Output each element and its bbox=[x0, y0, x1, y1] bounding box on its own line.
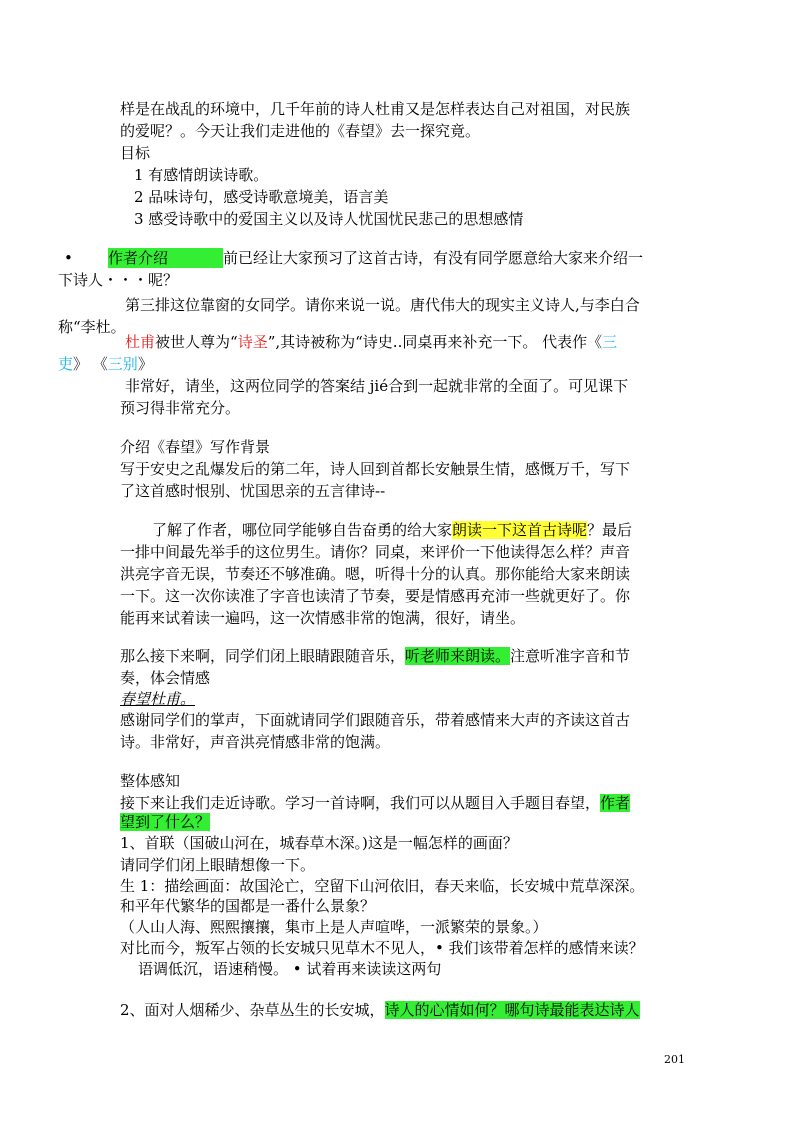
text-line bbox=[125, 332, 617, 352]
text-line bbox=[152, 520, 632, 540]
text-span: ？最后 bbox=[587, 521, 633, 539]
text-line: 洪亮字音无误，节奏还不够准确。嗯，听得十分的认真。那你能给大家来朗读 bbox=[120, 565, 631, 583]
text-span: 接下来让我们走近诗歌。学习一首诗啊，我们可以从题目入手题目春望， bbox=[120, 794, 601, 812]
goal-item: 3 感受诗歌中的爱国主义以及诗人忧国忧民悲己的思想感情 bbox=[134, 210, 524, 228]
teacher-reading-highlight: 听老师来朗读。 bbox=[405, 647, 511, 665]
text-line: 生 1：描绘画面：故国沦亡，空留下山河依旧，春天来临，长安城中荒草深深。 bbox=[120, 877, 645, 895]
read-aloud-highlight: 朗读一下这首古诗呢 bbox=[452, 521, 588, 539]
text-line bbox=[108, 248, 643, 268]
text-line: 非常好，请坐，这两位同学的答案结 jié合到一起就非常的全面了。可见课下 bbox=[125, 377, 629, 395]
text-line: 下诗人・・・呢？ bbox=[58, 271, 179, 289]
text-line: 第三排这位靠窗的女同学。请你来说一说。唐代伟大的现实主义诗人,与李白合 bbox=[125, 296, 640, 314]
question-highlight: 望到了什么？ bbox=[120, 813, 211, 831]
cyan-text: 三别 bbox=[107, 355, 138, 373]
text-line: 诗。非常好，声音洪亮情感非常的饱满。 bbox=[120, 733, 391, 751]
text-span: 那么接下来啊，同学们闭上眼睛跟随音乐， bbox=[120, 647, 406, 665]
text-line: 一下。这一次你读准了字音也读清了节奏，要是情感再充沛一些就更好了。你 bbox=[120, 587, 631, 605]
red-text: 诗圣 bbox=[237, 333, 268, 351]
text-line bbox=[120, 793, 630, 813]
text-line: 和平年代繁华的国都是一番什么景象？ bbox=[120, 897, 376, 915]
text-line: 对比而今，叛军占领的长安城只见草木不见人，• 我们该带着怎样的感情来读？ bbox=[120, 939, 644, 957]
bullet: • bbox=[64, 249, 73, 267]
text-span: 2、面对人烟稀少、杂草丛生的长安城， bbox=[120, 1001, 385, 1019]
text-line: 能再来试着读一遍吗，这一次情感非常的饱满，很好，请坐。 bbox=[120, 609, 526, 627]
text-span: 前已经让大家预习了这首古诗，有没有同学愿意给大家来介绍一 bbox=[223, 249, 644, 267]
text-line: 一排中间最先举手的这位男生。请你？同桌，来评价一下他读得怎么样？声音 bbox=[120, 543, 631, 561]
text-span: 被世人尊为“ bbox=[155, 333, 238, 351]
text-line bbox=[58, 354, 153, 374]
text-line: 感谢同学们的掌声，下面就请同学们跟随音乐，带着感情来大声的齐读这首古 bbox=[120, 711, 631, 729]
poem-title: 春望杜甫。 bbox=[120, 690, 196, 708]
text-span: 》 《 bbox=[73, 355, 108, 373]
text-line: 了这首感时恨别、忧国思亲的五言律诗-- bbox=[120, 482, 386, 500]
text-span: ”,其诗被称为“诗史..同桌再来补充一下。 代表作《 bbox=[267, 333, 603, 351]
text-line: 写于安史之乱爆发后的第二年，诗人回到首都长安触景生情，感慨万千，写下 bbox=[120, 460, 631, 478]
text-line: 请同学们闭上眼睛想像一下。 bbox=[120, 856, 316, 874]
text-span: 注意听准字音和节 bbox=[510, 647, 631, 665]
goal-item: 1 有感情朗读诗歌。 bbox=[134, 166, 269, 184]
text-line: 样是在战乱的环境中，几千年前的诗人杜甫又是怎样表达自己对祖国，对民族 bbox=[120, 100, 631, 118]
text-span: 了解了作者，哪位同学能够自告奋勇的给大家 bbox=[152, 521, 453, 539]
text-line: 称“李杜。 bbox=[58, 318, 126, 336]
section-heading: 介绍《春望》写作背景 bbox=[120, 438, 271, 456]
cyan-text: 吏 bbox=[58, 355, 74, 373]
text-span: 》 bbox=[137, 355, 153, 373]
question-highlight: 诗人的心情如何？哪句诗最能表达诗人 bbox=[384, 1001, 640, 1019]
red-text: 杜甫 bbox=[125, 333, 156, 351]
text-line: 预习得非常充分。 bbox=[120, 399, 241, 417]
goals-heading: 目标 bbox=[120, 144, 151, 162]
section-heading: 整体感知 bbox=[120, 772, 181, 790]
text-line: （人山人海、熙熙攘攘，集市上是人声喧哗，一派繁荣的景象。） bbox=[120, 918, 548, 936]
author-intro-highlight: 作者介绍 bbox=[108, 248, 223, 268]
question-highlight: 作者 bbox=[600, 794, 631, 812]
text-line: 奏，体会情感 bbox=[120, 669, 211, 687]
text-line bbox=[120, 812, 210, 832]
goal-item: 2 品味诗句，感受诗歌意境美，语言美 bbox=[134, 188, 389, 206]
text-line: 1、首联（国破山河在，城春草木深。)这是一幅怎样的画面？ bbox=[120, 834, 518, 852]
cyan-text: 三 bbox=[602, 333, 618, 351]
text-line: 的爱呢？。今天让我们走进他的《春望》去一探究竟。 bbox=[120, 122, 481, 140]
text-line: 语调低沉，语速稍慢。 • 试着再来读读这两句 bbox=[138, 960, 442, 978]
page-number: 201 bbox=[664, 1053, 685, 1066]
text-line bbox=[120, 646, 630, 666]
text-line bbox=[120, 1000, 640, 1020]
